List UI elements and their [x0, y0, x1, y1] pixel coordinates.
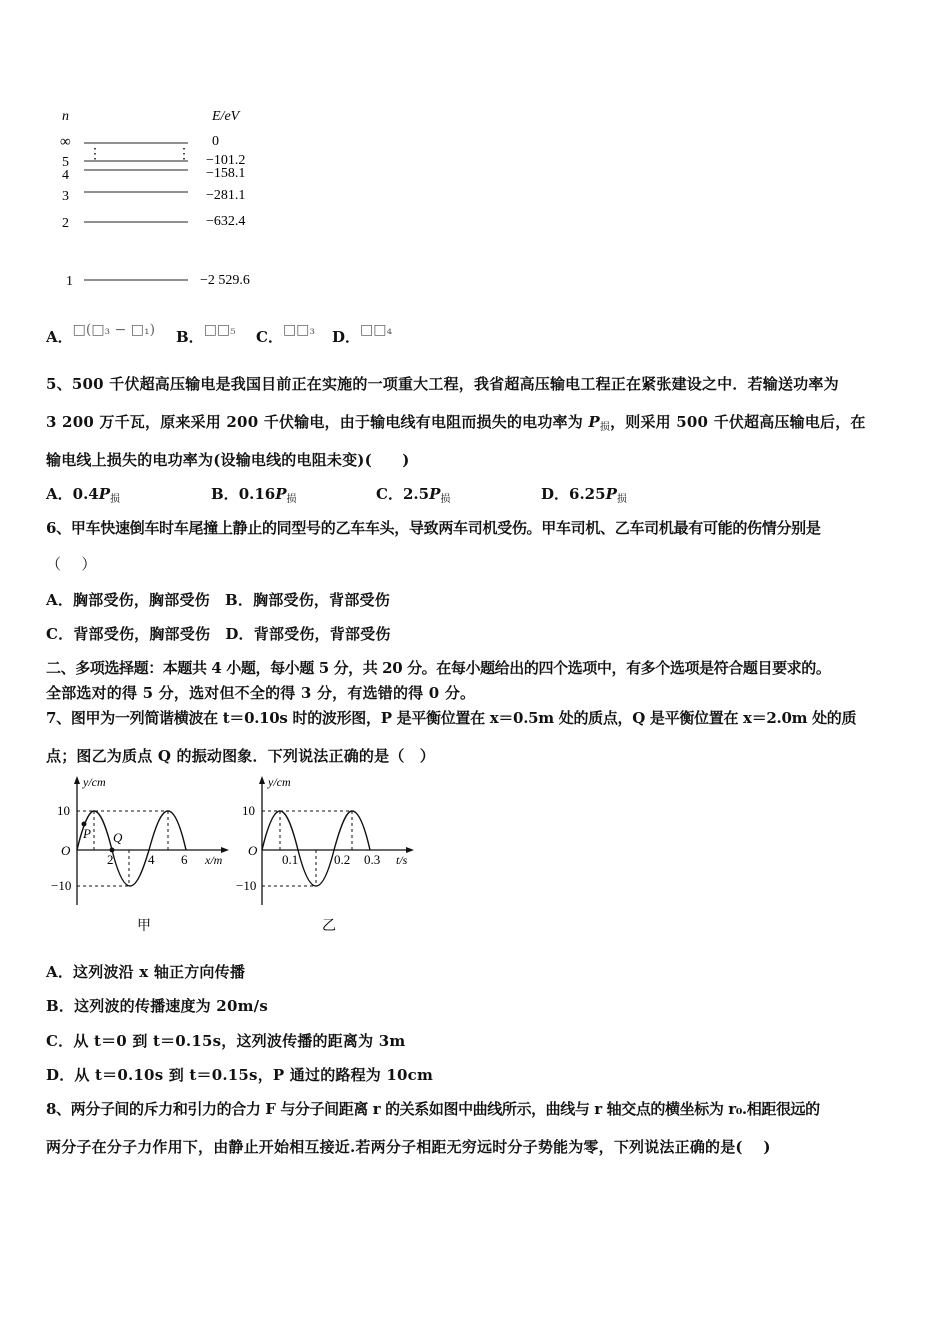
y-axis-label: y/cm	[83, 775, 106, 789]
option-letter: D．	[332, 328, 361, 346]
x-axis-label: x/m	[205, 853, 223, 867]
level-n-5: 5	[62, 155, 69, 170]
level-n-4: 4	[62, 168, 69, 183]
level-n-2: 2	[62, 216, 69, 231]
q4-option-d[interactable]	[332, 322, 393, 347]
option-letter: B．	[176, 328, 204, 346]
level-e-2: −632.4	[206, 214, 246, 229]
wave-curve	[77, 811, 186, 886]
q7-option-c[interactable]: C．从 t＝0 到 t＝0.15s，这列波传播的距离为 3m	[46, 1032, 406, 1050]
option-letter: A．	[46, 328, 73, 346]
section2-line-1: 二、多项选择题：本题共 4 小题，每小题 5 分，共 20 分。在每小题给出的四个选项中，有多个选项是符合题目要求的。	[46, 659, 831, 677]
x-tick-6: 6	[181, 852, 188, 867]
q4-option-c[interactable]	[256, 322, 316, 347]
t-tick-0.1: 0.1	[282, 852, 299, 867]
option-letter: C．	[256, 328, 283, 346]
x-tick-2: 2	[107, 852, 114, 867]
energy-axis-label: E/eV	[212, 109, 240, 124]
q6-options-ab[interactable]: A．胸部受伤，胸部受伤 B．胸部受伤，背部受伤	[46, 591, 390, 609]
level-e-inf: 0	[212, 134, 219, 149]
formula-text: □□₅	[203, 322, 236, 338]
q5-line-1: 5、500 千伏超高压输电是我国目前正在实施的一项重大工程，我省超高压输电工程正在紧张建设之中．若输送功率为	[46, 375, 839, 393]
q5-option-b[interactable]: B．$0.16P_损$	[211, 485, 297, 505]
q5-option-a[interactable]: A．$0.4P_损$	[46, 485, 121, 505]
q5-option-c[interactable]: C．$2.5P_损$	[376, 485, 451, 505]
section2-line-2: 全部选对的得 5 分，选对但不全的得 3 分，有选错的得 0 分。	[46, 684, 476, 702]
level-e-1: −2 529.6	[200, 273, 250, 288]
level-n-1: 1	[66, 274, 73, 289]
t-tick-0.2: 0.2	[334, 852, 351, 867]
n-axis-label: n	[62, 109, 69, 124]
q8-line-2: 两分子在分子力作用下，由静止开始相互接近.若两分子相距无穷远时分子势能为零，下列说法正确的是( )	[46, 1138, 771, 1156]
formula-text: □(□₃ − □₁)	[72, 322, 156, 338]
q7-option-a[interactable]: A．这列波沿 x 轴正方向传播	[46, 963, 246, 981]
origin-label: O	[61, 843, 71, 858]
formula-text: □□₃	[282, 322, 316, 338]
q7-line-1: 7、图甲为一列简谐横波在 t＝0.10s 时的波形图，P 是平衡位置在 x＝0.5m 处的质点，Q 是平衡位置在 x＝2.0m 处的质	[46, 709, 857, 727]
level-e-3: −281.1	[206, 188, 246, 203]
q7-line-2: 点；图乙为质点 Q 的振动图象．下列说法正确的是（ ）	[46, 747, 435, 765]
q5-line-3: 输电线上损失的电功率为(设输电线的电阻未变)( )	[46, 451, 410, 469]
vibration-graph-right	[230, 770, 430, 940]
q6-line-1: 6、甲车快速倒车时车尾撞上静止的同型号的乙车车头，导致两车司机受伤。甲车司机、乙车司机最有可能的伤情分别是	[46, 519, 821, 537]
svg-text:⋮: ⋮	[88, 147, 102, 162]
origin-label: O	[248, 843, 258, 858]
y-tick-10: 10	[242, 803, 255, 818]
q7-option-b[interactable]: B．这列波的传播速度为 20m/s	[46, 997, 268, 1015]
q4-option-a[interactable]	[46, 322, 156, 347]
q8-line-1: 8、两分子间的斥力和引力的合力 F 与分子间距离 r 的关系如图中曲线所示，曲线与 r 轴交点的横坐标为 r₀.相距很远的	[46, 1100, 820, 1118]
y-tick-10: 10	[57, 803, 70, 818]
graph-caption: 甲	[137, 918, 151, 934]
x-axis-label: t/s	[396, 853, 408, 867]
energy-level-diagram	[40, 100, 300, 300]
q7-option-d[interactable]: D．从 t＝0.10s 到 t＝0.15s，P 通过的路程为 10cm	[46, 1066, 434, 1084]
level-e-4: −158.1	[206, 166, 246, 181]
t-tick-0.3: 0.3	[364, 852, 381, 867]
level-e-5: −101.2	[206, 153, 246, 168]
level-n-3: 3	[62, 189, 69, 204]
q6-options-cd[interactable]: C．背部受伤，胸部受伤 D．背部受伤，背部受伤	[46, 625, 391, 643]
q5-option-d[interactable]: D．$6.25P_损$	[541, 485, 627, 505]
y-axis-label: y/cm	[268, 775, 291, 789]
graph-caption: 乙	[322, 918, 336, 934]
point-p-label: P	[83, 826, 91, 841]
x-tick-4: 4	[148, 852, 155, 867]
q5-line-2: 3 200 万千瓦，原来采用 200 千伏输电，由于输电线有电阻而损失的电功率为 $P_损$，则采用 500 千伏超高压输电后，在	[46, 413, 866, 433]
q4-option-b[interactable]	[176, 322, 236, 347]
svg-text:⋮: ⋮	[177, 147, 191, 162]
wave-graph-left	[45, 770, 235, 940]
formula-text: □□₄	[360, 322, 393, 338]
level-n-inf: ∞	[60, 134, 71, 150]
y-tick-minus-10: −10	[51, 878, 72, 893]
y-tick-minus-10: −10	[236, 878, 257, 893]
q6-line-2: （ ）	[46, 555, 97, 573]
point-q-label: Q	[113, 830, 123, 845]
